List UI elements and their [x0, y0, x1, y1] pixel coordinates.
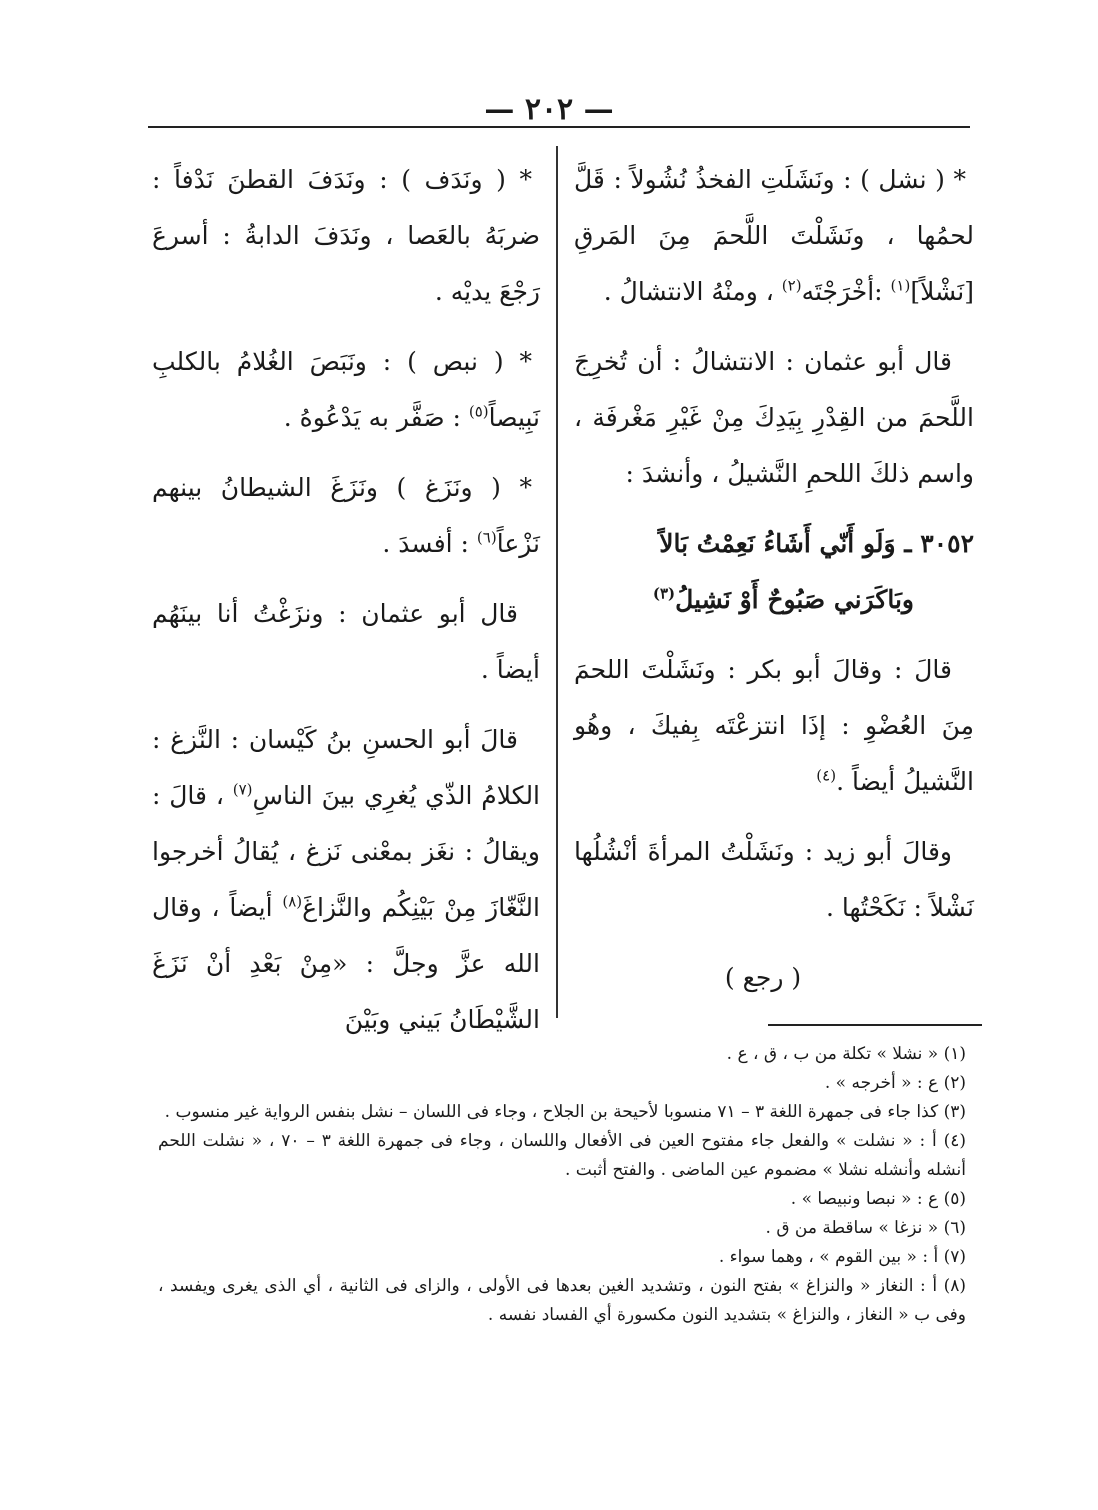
entry-text: ، ومنْهُ الانتشالُ . — [603, 277, 782, 306]
footnote-ref: (١) — [890, 276, 911, 295]
page-number: — ٢٠٢ — — [484, 92, 614, 127]
closing-marker: ( رجع ) — [724, 963, 802, 992]
paragraph-text: قالَ : وقالَ أبو بكر : ونَشَلْتَ اللحمَ مِنَ العُضْوِ : إذَا انتزعْتَه بِفيكَ ، وهُو النَّشيلُ أيضاً . — [574, 655, 974, 796]
verse — [574, 516, 974, 628]
footnote-ref: (٢) — [781, 276, 802, 295]
paragraph-text: أيضاً ، وقال الله عزَّ وجلَّ : — [152, 893, 540, 978]
entry-nashal — [574, 152, 974, 320]
entry-text: * ( ونَزَغ ) ونَزَغَ الشيطانُ بينهم نَزْعاً — [152, 473, 540, 558]
footnote: (٦) « نزغا » ساقطة من ق . — [765, 1218, 966, 1238]
entry-nabas — [152, 334, 540, 446]
footnote: (٣) كذا جاء فى جمهرة اللغة ٣ – ٧١ منسوبا لأحيحة بن الجلاح ، وجاء فى اللسان – نشل بنفس الرواية غير منسوب . — [164, 1102, 966, 1122]
footnote-rule — [768, 1024, 982, 1026]
entry-text: : أفسدَ . — [382, 529, 477, 558]
paragraph: قال أبو عثمان : الانتشالُ : أن تُخرِجَ اللَّحمَ من القِدْرِ بِيَدِكَ مِنْ غَيْرِ مَغْرفَة ، واسم ذلكَ اللحمِ النَّشيلُ ، وأنشدَ : — [574, 347, 974, 488]
entry-nazagh — [152, 460, 540, 572]
footnote-ref: (٧) — [232, 780, 253, 799]
footnote: (٧) أ : « بين القوم » ، وهما سواء . — [718, 1247, 966, 1267]
verse-line: ٣٠٥٢ ـ وَلَو أَنّي أَشَاءُ نَعِمْتُ بَالاً — [659, 529, 974, 558]
right-column — [574, 152, 974, 1020]
verse-text: وبَاكَرَني صَبُوحٌ أَوْ نَشِيلُ — [675, 585, 914, 614]
header-rule — [148, 126, 970, 128]
footnote: (٢) ع : « أخرجه » . — [824, 1073, 966, 1093]
footnote-ref: (٥) — [468, 402, 489, 421]
footnote-ref: (٨) — [282, 892, 303, 911]
quran-quote: «مِنْ بَعْدِ أنْ نَزَغَ الشَّيْطَانُ بَيني وبَيْنَ — [152, 949, 540, 1034]
paragraph-text: قالَ : ويقالُ : نغَز بمعْنى نَزغ ، يُقالُ أخرجوا النَّغّازَ مِنْ بَيْنِكُم والنَّزاغَ — [152, 781, 540, 922]
footnotes — [158, 1040, 966, 1330]
paragraph: وقالَ أبو زيد : ونَشَلْتُ المرأةَ أنْشُلُها نَشْلاً : نَكَحْتُها . — [574, 837, 974, 922]
footnote: (٨) أ : النغاز « والنزاغ » بفتح النون ، وتشديد الغين بعدها فى الأولى ، والزاى فى الثانية ، أي الذى يغرى ويفسد ، وفى ب « النغاز ، والنزاغ » بتشديد النون مكسورة أي الفساد نفسه . — [158, 1276, 966, 1325]
paragraph — [574, 642, 974, 810]
footnote: (١) « نشلا » تكلة من ب ، ق ، ع . — [726, 1044, 966, 1064]
verse-line — [574, 572, 974, 628]
footnote: (٤) أ : « نشلت » والفعل جاء مفتوح العين فى الأفعال واللسان ، وجاء فى جمهرة اللغة ٣ – ٧٠ ، « نشلت اللحم أنشله وأنشله نشلا » مضموم عين الماضى . والفتح أثبت . — [158, 1131, 967, 1180]
paragraph: قال أبو عثمان : ونزَغْتُ أنا بينَهُم أيضاً . — [152, 599, 540, 684]
entry-text: * ( نشل ) : ونَشَلَتِ الفخذُ نُشُولاً : قَلَّ لحمُها ، ونَشَلْتَ اللَّحمَ مِنَ المَرقِ [نَشْلاً] — [574, 165, 974, 306]
footnote-ref: (٤) — [816, 766, 837, 785]
paragraph-text: قالَ أبو الحسنِ بنُ كَيْسان : النَّزغ : الكلامُ الذّي يُغرِي بينَ الناسِ — [152, 725, 541, 810]
entry-nadaf: * ( ونَدَف ) : ونَدَفَ القطنَ نَدْفاً : ضربَهُ بالعَصا ، ونَدَفَ الدابةُ : أسرعَ رَجْعَ يديْه . — [152, 165, 540, 306]
entry-text: * ( نبص ) : ونَبَصَ الغُلامُ بالكلبِ نَبِيصاً — [152, 347, 540, 432]
column-divider — [556, 146, 558, 1018]
entry-text: : صَفَّر به يَدْعُوهُ . — [283, 403, 469, 432]
paragraph — [152, 712, 540, 1048]
footnote: (٥) ع : « نبصا ونبيصا » . — [790, 1189, 966, 1209]
paragraph-text: ، — [215, 781, 233, 810]
footnote-ref: (٣) — [652, 584, 676, 603]
left-column — [152, 152, 540, 1062]
footnote-ref: (٦) — [476, 528, 497, 547]
entry-text: :أخْرَجْتَه — [801, 277, 891, 306]
